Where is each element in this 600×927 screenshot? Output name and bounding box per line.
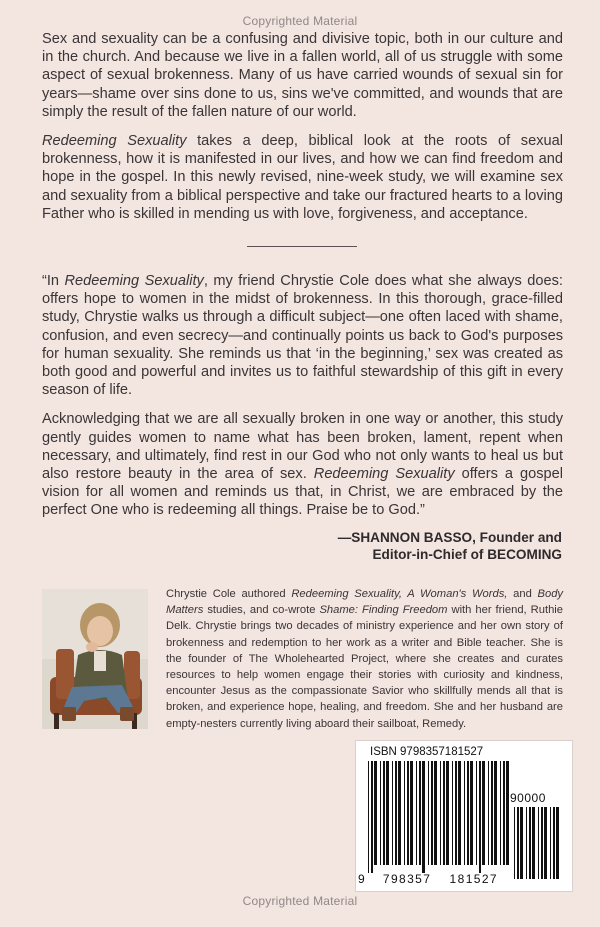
bio-titles-italic: Redeeming Sexuality, A Woman's Words,: [291, 588, 508, 600]
barcode-bar: [544, 807, 547, 879]
author-photo: [42, 589, 148, 729]
copyright-watermark-top: Copyrighted Material: [242, 14, 358, 28]
barcode-bar: [479, 761, 481, 873]
barcode-bar: [494, 761, 497, 865]
isbn-barcode: [355, 740, 573, 892]
isbn-first-digit: 9: [358, 872, 365, 886]
section-divider: [247, 246, 357, 247]
barcode-bar: [386, 761, 389, 865]
barcode-bar: [419, 761, 421, 865]
barcode-bar: [446, 761, 449, 865]
barcode-bar: [374, 761, 377, 865]
author-bio: [166, 586, 563, 732]
endorsement-paragraph-2: [42, 410, 563, 519]
addon-barcode-bars: [512, 807, 562, 887]
barcode-bar: [488, 761, 489, 865]
ean-barcode-bars: [366, 761, 516, 873]
book-description: [42, 30, 563, 234]
barcode-bar: [491, 761, 493, 865]
bio-title-italic: Body Matters: [166, 588, 564, 617]
barcode-bar: [422, 761, 425, 873]
endorsement-paragraph-1: [42, 272, 563, 399]
barcode-bar: [392, 761, 393, 865]
endorsement-paragraph-1-text: , my friend Chrystie Cole does what she always does: offers hope to women in the midst of brokenness. In this thorough, grace-filled study, Chrystie walks us through a difficult subject—one often laced with shame, confusion, and even secrecy—and continually points us back to God's purposes for human sexuality. She reminds us that ‘in the beginning,’ sex was created as both good and powerful and invites us to faithful stewardship of this gift in every season of life.: [42, 273, 563, 399]
barcode-bar: [395, 761, 397, 865]
bio-text: with her friend, Ruthie Delk. Chrystie brings two decades of ministry experience and her own story of brokenness and redemption to her work as a writer and Bible teacher. She is the founder of The Wholehearted Project, where she creates and curates resources to help women engage their stories with curiosity and kindness, encounter Jesus as the compassionate Savior who skillfully mends all that is broken, and experience hope, healing, and freedom. She and her husband are empty-nesters currently living aboard their sailboat, Remedy.: [166, 604, 563, 730]
endorsement-paragraph-2-end: offers a gospel vision for all women and reminds us that, in Christ, we are embraced by the perfect One who is redeeming all things. Praise be to God.”: [42, 466, 563, 519]
barcode-bar: [550, 807, 551, 879]
bio-text: and: [507, 588, 538, 600]
barcode-bar: [526, 807, 527, 879]
barcode-bar: [407, 761, 409, 865]
copyright-watermark-bottom: Copyrighted Material: [242, 894, 358, 908]
barcode-bar: [434, 761, 437, 865]
barcode-bar: [464, 761, 465, 865]
book-title-italic: Redeeming Sexuality: [313, 466, 455, 483]
bio-text: studies, and co-wrote: [203, 604, 320, 617]
barcode-bar: [482, 761, 485, 865]
barcode-bar: [443, 761, 445, 865]
isbn-digit-group-2: 181527: [449, 872, 498, 886]
barcode-bar: [416, 761, 417, 865]
isbn-label: ISBN 9798357181527: [370, 746, 484, 758]
barcode-bar: [431, 761, 433, 865]
barcode-bar: [368, 761, 369, 873]
barcode-bar: [383, 761, 385, 865]
description-paragraph-2: [42, 132, 563, 223]
barcode-bar: [538, 807, 539, 879]
attribution-line-2: Editor-in-Chief of BECOMING: [372, 547, 562, 562]
barcode-bar: [440, 761, 441, 865]
bio-title-italic: Shame: Finding Freedom: [319, 604, 448, 617]
barcode-bar: [398, 761, 401, 865]
barcode-bar: [452, 761, 453, 865]
isbn-digits: [358, 872, 498, 886]
barcode-bar: [371, 761, 373, 873]
barcode-bar: [404, 761, 405, 865]
barcode-bar: [506, 761, 509, 865]
barcode-bar: [500, 761, 501, 865]
author-photo-illustration: [42, 589, 148, 729]
book-title-italic: Redeeming Sexuality: [42, 133, 187, 150]
barcode-bar: [458, 761, 461, 865]
barcode-bar: [470, 761, 473, 865]
barcode-bar: [410, 761, 413, 865]
barcode-bar: [556, 807, 559, 879]
attribution-line-1: —SHANNON BASSO, Founder and: [337, 530, 562, 545]
barcode-bar: [514, 807, 515, 879]
barcode-bar: [476, 761, 477, 865]
endorsement-paragraph-2-text: Acknowledging that we are all sexually broken in one way or another, this study gently guides women to name what has been broken, lament, repent when necessary, and ultimately, find rest in our God who not only wants to heal us but also restore beauty in the area of sex.: [42, 411, 563, 483]
endorsement-quote: [42, 272, 563, 531]
isbn-digit-group-1: 798357: [382, 872, 432, 886]
barcode-bar: [553, 807, 555, 879]
barcode-bar: [520, 807, 523, 879]
barcode-bar: [532, 807, 535, 879]
barcode-bar: [529, 807, 531, 879]
bio-text: Chrystie Cole authored: [166, 588, 292, 600]
price-code: 90000: [510, 791, 546, 805]
barcode-bar: [467, 761, 469, 865]
description-paragraph-1: Sex and sexuality can be a confusing and divisive topic, both in our culture and in the church. And because we live in a fallen world, all of us struggle with some aspect of sexual brokenness. Many of us have carried wounds of sexual sin for years—shame over sins done to us, sins we've committed, and wounds that are simply the result of the fallen nature of our world.: [42, 31, 563, 120]
barcode-bar: [380, 761, 381, 865]
book-title-italic: Redeeming Sexuality: [64, 273, 204, 289]
quote-open: “In: [42, 273, 65, 289]
barcode-bar: [428, 761, 429, 865]
endorsement-attribution: [338, 529, 562, 563]
barcode-bar: [455, 761, 457, 865]
description-paragraph-2-text: takes a deep, biblical look at the roots of sexual brokenness, how it is manifested in our lives, and how we can find freedom and hope in the gospel. In this newly revised, nine-week study, we will examine sex and sexuality from a biblical perspective and take our fractured hearts to a loving Father who is skilled in mending us with love, forgiveness, and acceptance.: [42, 133, 563, 222]
barcode-bar: [541, 807, 543, 879]
barcode-bar: [517, 807, 519, 879]
barcode-bar: [503, 761, 505, 865]
